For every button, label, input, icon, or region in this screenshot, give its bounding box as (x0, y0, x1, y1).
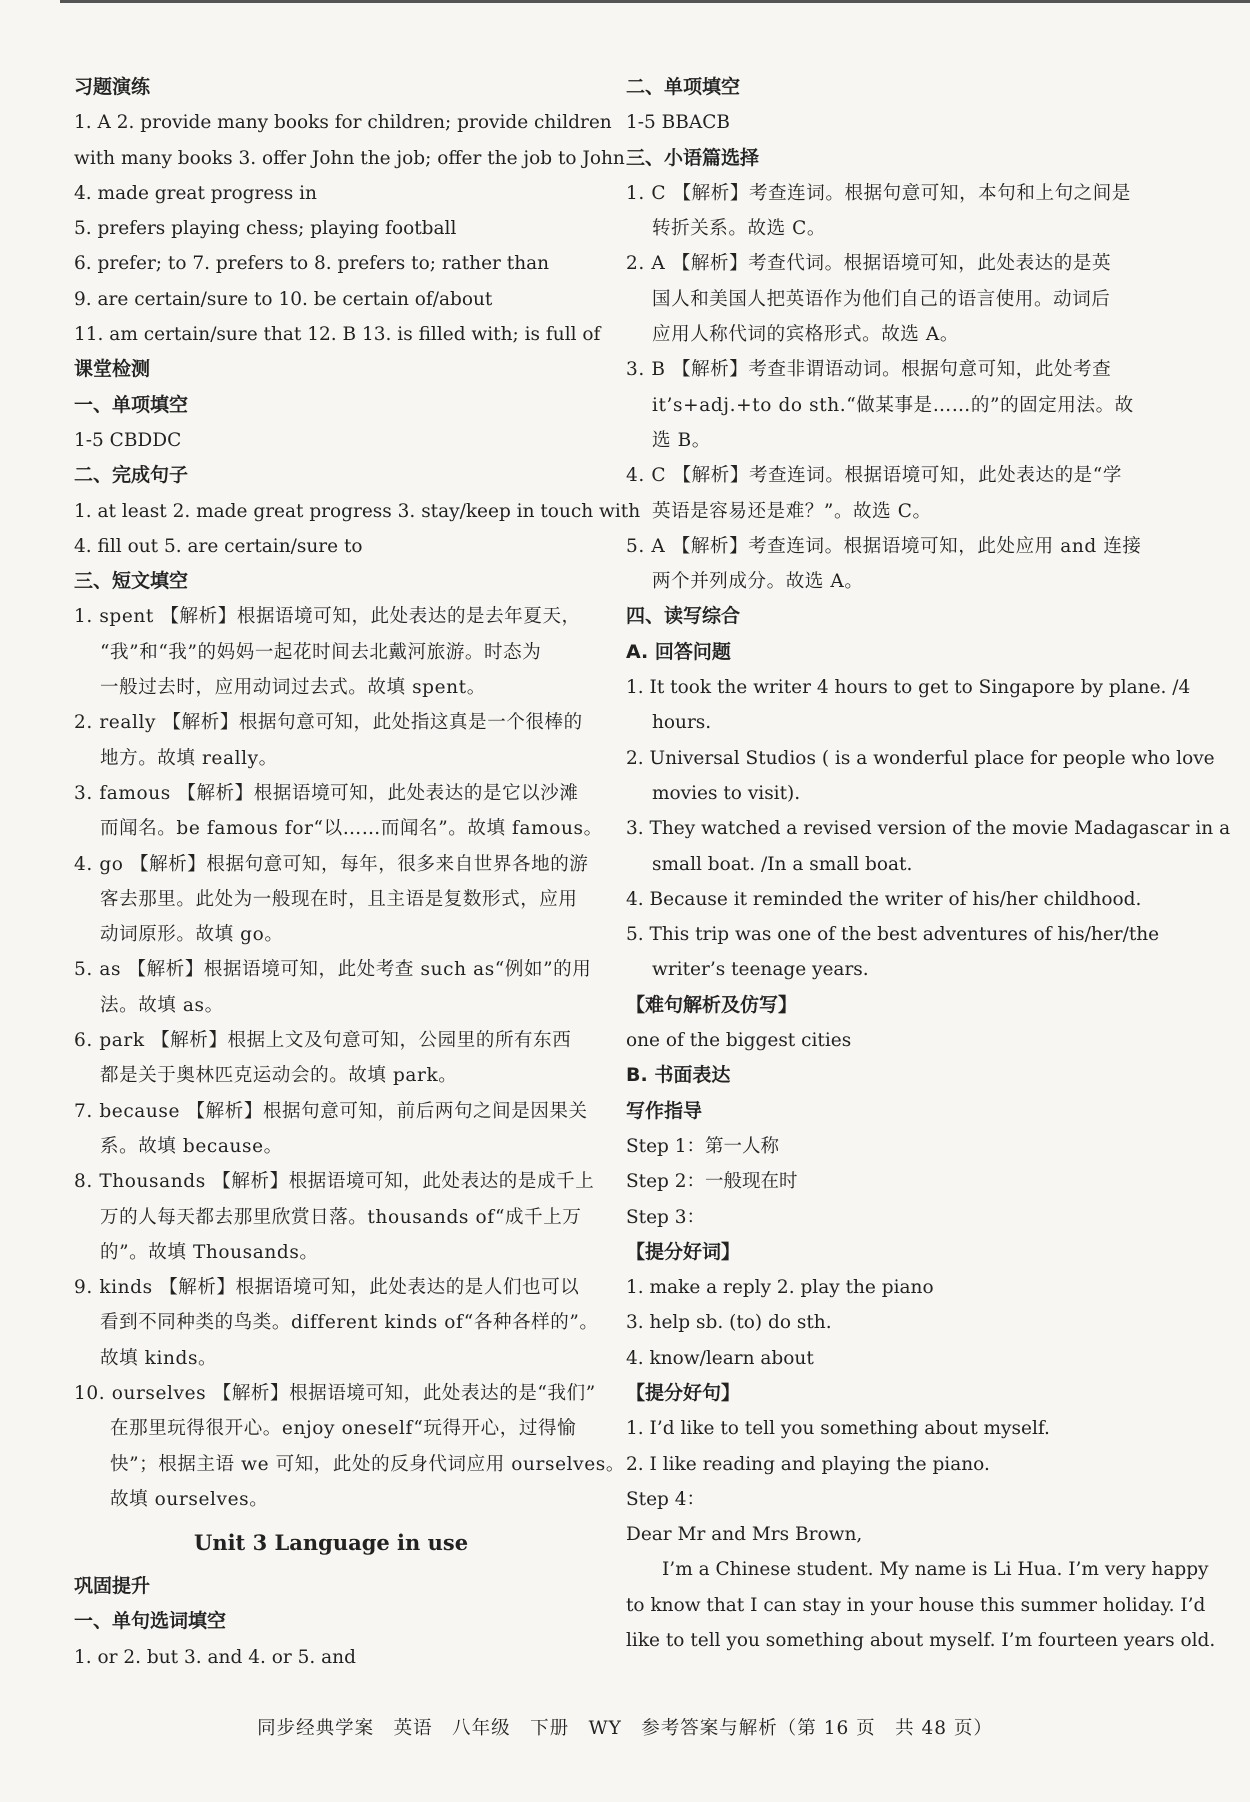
answer-line: 4. Because it reminded the writer of his/her childhood. (626, 888, 1142, 910)
answer-line: 2. really 【解析】根据句意可知，此处指这真是一个很棒的 (74, 712, 583, 734)
section-heading: 二、单项填空 (626, 76, 741, 98)
answer-line: 1. spent 【解析】根据语境可知，此处表达的是去年夏天， (74, 606, 581, 628)
answer-line: 1. I’d like to tell you something about myself. (626, 1418, 1050, 1440)
answer-line: Step 4： (626, 1488, 706, 1510)
left-bottom-lines (74, 1569, 604, 1675)
answer-line: 转折关系。故选 C。 (652, 218, 827, 240)
answer-line: 2. Universal Studios ( is a wonderful place for people who love (626, 747, 1215, 769)
answer-line: 11. am certain/sure that 12. B 13. is filled with; is full of (74, 324, 601, 346)
answer-line: 应用人称代词的宾格形式。故选 A。 (652, 324, 959, 346)
section-heading: 写作指导 (626, 1099, 703, 1122)
answer-line: 6. prefer; to 7. prefers to 8. prefers to; rather than (74, 253, 550, 275)
answer-line: with many books 3. offer John the job; offer the job to John (74, 147, 625, 169)
left-lines (74, 70, 641, 1517)
answer-line: 两个并列成分。故选 A。 (652, 571, 864, 593)
answer-line: 9. kinds 【解析】根据语境可知，此处表达的是人们也可以 (74, 1277, 580, 1299)
answer-line: 3. They watched a revised version of the movie Madagascar in a (626, 818, 1231, 840)
answer-line: 4. made great progress in (74, 182, 317, 204)
answer-line: 看到不同种类的鸟类。different kinds of“各种各样的”。 (100, 1312, 599, 1334)
answer-line: to know that I can stay in your house this summer holiday. I’d (626, 1594, 1206, 1616)
answer-line: 2. I like reading and playing the piano. (626, 1453, 990, 1475)
answer-line: 4. go 【解析】根据句意可知，每年，很多来自世界各地的游 (74, 853, 589, 875)
section-heading: 二、完成句子 (74, 464, 189, 487)
section-heading: 【提分好词】 (626, 1240, 741, 1263)
answer-line: 故填 ourselves。 (110, 1488, 269, 1510)
section-heading: 习题演练 (74, 76, 151, 98)
answer-line: 4. fill out 5. are certain/sure to (74, 535, 363, 557)
answer-line: 5. as 【解析】根据语境可知，此处考查 such as“例如”的用 (74, 959, 592, 981)
right-column (626, 70, 1231, 1658)
answer-line: movies to visit). (652, 782, 801, 804)
unit-title: Unit 3 Language in use (194, 1530, 469, 1556)
section-heading: 四、读写综合 (626, 605, 741, 628)
section-heading: 【提分好句】 (626, 1381, 741, 1404)
answer-line: 1-5 CBDDC (74, 429, 182, 451)
section-heading: 一、单项填空 (74, 393, 189, 416)
answer-line: hours. (652, 712, 712, 734)
answer-line: 3. famous 【解析】根据语境可知，此处表达的是它以沙滩 (74, 782, 579, 804)
answer-line: 9. are certain/sure to 10. be certain of/about (74, 288, 493, 310)
page-footer: 同步经典学案 英语 八年级 下册 WY 参考答案与解析（第 16 页 共 48 页） (257, 1718, 993, 1739)
section-heading: 【难句解析及仿写】 (626, 993, 798, 1016)
answer-line: 动词原形。故填 go。 (100, 924, 284, 946)
top-border (60, 0, 1250, 3)
answer-line: 1. or 2. but 3. and 4. or 5. and (74, 1646, 356, 1668)
answer-line: 而闻名。be famous for“以……而闻名”。故填 famous。 (100, 818, 603, 840)
answer-line: 5. prefers playing chess; playing football (74, 218, 457, 240)
section-heading: 课堂检测 (74, 358, 151, 381)
answer-line: 万的人每天都去那里欣赏日落。thousands of“成千上万 (100, 1206, 582, 1228)
answer-line: 8. Thousands 【解析】根据语境可知，此处表达的是成千上 (74, 1171, 595, 1193)
answer-line: 3. B 【解析】考查非谓语动词。根据句意可知，此处考查 (626, 359, 1112, 381)
answer-line: 快”；根据主语 we 可知，此处的反身代词应用 ourselves。 (110, 1453, 625, 1475)
answer-line: 1. at least 2. made great progress 3. stay/keep in touch with (74, 500, 641, 522)
answer-line: 5. This trip was one of the best adventures of his/her/the (626, 924, 1160, 946)
answer-line: 地方。故填 really。 (100, 747, 278, 769)
answer-line: 英语是容易还是难？”。故选 C。 (652, 500, 932, 522)
answer-line: 2. A 【解析】考查代词。根据语境可知，此处表达的是英 (626, 253, 1112, 275)
answer-line: 客去那里。此处为一般现在时，且主语是复数形式，应用 (100, 888, 578, 910)
answer-line: like to tell you something about myself. I’m fourteen years old. (626, 1630, 1216, 1652)
answer-line: 1. A 2. provide many books for children; provide children (74, 112, 612, 134)
answer-line: 10. ourselves 【解析】根据语境可知，此处表达的是“我们” (74, 1382, 596, 1404)
section-heading: 一、单句选词填空 (74, 1610, 227, 1633)
answer-line: 1. It took the writer 4 hours to get to Singapore by plane. /4 (626, 677, 1191, 699)
answer-line: 1. C 【解析】考查连词。根据句意可知，本句和上句之间是 (626, 182, 1131, 204)
answer-line: small boat. /In a small boat. (652, 853, 913, 875)
section-heading: B. 书面表达 (626, 1064, 731, 1087)
answer-line: 系。故填 because。 (100, 1135, 283, 1157)
answer-line: 3. help sb. (to) do sth. (626, 1312, 832, 1334)
answer-line: one of the biggest cities (626, 1030, 852, 1052)
answer-line: 4. know/learn about (626, 1347, 814, 1369)
section-heading: A. 回答问题 (626, 640, 731, 663)
answer-line: 故填 kinds。 (100, 1347, 218, 1369)
left-column (74, 70, 641, 1675)
answer-line: Step 3： (626, 1206, 706, 1228)
answer-line: 1. make a reply 2. play the piano (626, 1277, 934, 1299)
answer-line: 6. park 【解析】根据上文及句意可知，公园里的所有东西 (74, 1030, 572, 1052)
answer-line: “我”和“我”的妈妈一起花时间去北戴河旅游。时态为 (100, 641, 542, 663)
answer-line: writer’s teenage years. (652, 959, 869, 981)
answer-line: 法。故填 as。 (100, 994, 224, 1016)
answer-line: 1-5 BBACB (626, 112, 730, 134)
answer-line: Step 1：第一人称 (626, 1135, 780, 1157)
answer-line: 都是关于奥林匹克运动会的。故填 park。 (100, 1065, 458, 1087)
answer-line: 的”。故填 Thousands。 (100, 1241, 319, 1263)
answer-line: 7. because 【解析】根据句意可知，前后两句之间是因果关 (74, 1100, 588, 1122)
section-heading: 三、小语篇选择 (626, 146, 760, 169)
right-lines (626, 70, 1231, 1658)
answer-line: Step 2：一般现在时 (626, 1171, 798, 1193)
answer-line: 5. A 【解析】考查连词。根据语境可知，此处应用 and 连接 (626, 535, 1142, 557)
answer-line: 选 B。 (652, 429, 711, 451)
answer-line: 在那里玩得很开心。enjoy oneself“玩得开心，过得愉 (110, 1418, 577, 1440)
answer-line: I’m a Chinese student. My name is Li Hua. I’m very happy (662, 1559, 1209, 1581)
answer-line: 4. C 【解析】考查连词。根据语境可知，此处表达的是“学 (626, 465, 1122, 487)
answer-line: 一般过去时，应用动词过去式。故填 spent。 (100, 677, 486, 699)
section-heading: 巩固提升 (74, 1575, 151, 1598)
answer-line: Dear Mr and Mrs Brown, (626, 1524, 863, 1546)
answer-line: 国人和美国人把英语作为他们自己的语言使用。动词后 (652, 288, 1111, 310)
answer-line: it’s+adj.+to do sth.“做某事是……的”的固定用法。故 (652, 394, 1134, 416)
section-heading: 三、短文填空 (74, 570, 189, 593)
